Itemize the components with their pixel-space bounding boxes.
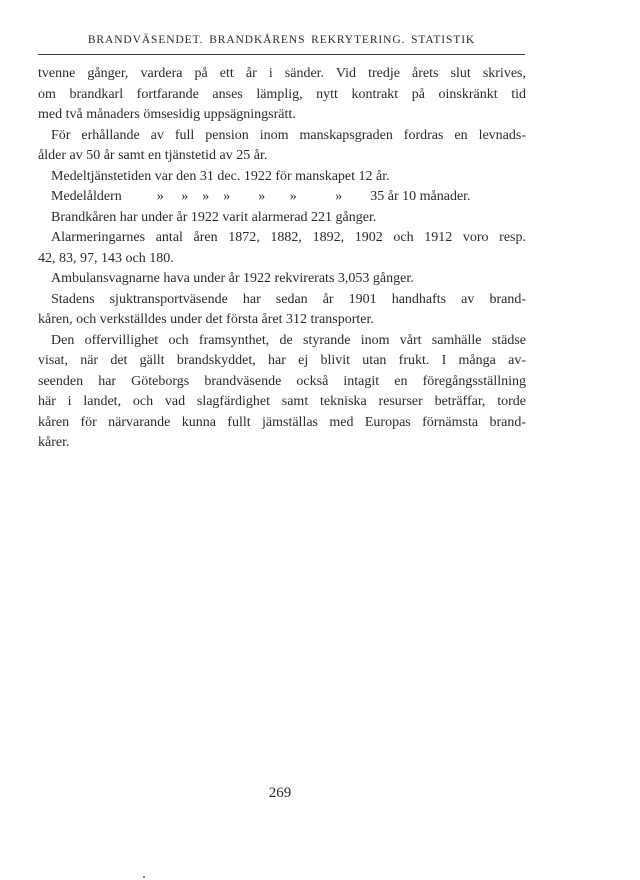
text-line: kåren, och verkställdes under det första året 312 transporter. <box>38 312 374 327</box>
text-line: seenden har Göteborgs brandväsende också intagit en föregångsställning <box>38 373 526 389</box>
text-line: Alarmeringarnes antal åren 1872, 1882, 1892, 1902 och 1912 voro resp. <box>51 230 526 245</box>
text-line: kårer. <box>38 435 70 450</box>
text-line: ålder av 50 år samt en tjänstetid av 25 år. <box>38 148 268 163</box>
text-line: här i landet, och vad slagfärdighet samt tekniska resurser beträffar, torde <box>38 394 526 409</box>
text-line: Ambulansvagnarne hava under år 1922 rekvirerats 3,053 gånger. <box>51 271 414 286</box>
text-line: Medeltjänstetiden var den 31 dec. 1922 för manskapet 12 år. <box>51 168 390 184</box>
text-line: För erhållande av full pension inom manskapsgraden fordras en levnads- <box>51 127 526 143</box>
body-text <box>38 64 526 454</box>
text-line: om brandkarl fortfarande anses lämplig, nytt kontrakt på oinskränkt tid <box>38 86 526 102</box>
text-line: Brandkåren har under år 1922 varit alarmerad 221 gånger. <box>51 209 377 225</box>
page-number: 269 <box>268 785 292 801</box>
text-line: kåren för närvarande kunna fullt jämställas med Europas förnämsta brand- <box>38 414 526 430</box>
text-line: tvenne gånger, vardera på ett år i sänder. Vid tredje årets slut skrives, <box>38 66 526 81</box>
text-line: Medelåldern » » » » » » » 35 år 10 månader. <box>51 189 471 204</box>
running-head: BRANDVÄSENDET. BRANDKÅRENS REKRYTERING. STATISTIK <box>87 34 476 46</box>
text-line: 42, 83, 97, 143 och 180. <box>38 250 174 266</box>
paper-speck <box>143 876 145 878</box>
text-line: Den offervillighet och framsynthet, de styrande inom vårt samhälle städse <box>51 332 526 348</box>
text-line: Stadens sjuktransportväsende har sedan år 1901 handhafts av brand- <box>51 291 526 307</box>
text-line: visat, när det gällt brandskyddet, har ej blivit utan frukt. I många av- <box>38 353 526 368</box>
header-rule <box>38 54 525 55</box>
text-line: med två månaders ömsesidig uppsägningsrätt. <box>38 107 296 122</box>
